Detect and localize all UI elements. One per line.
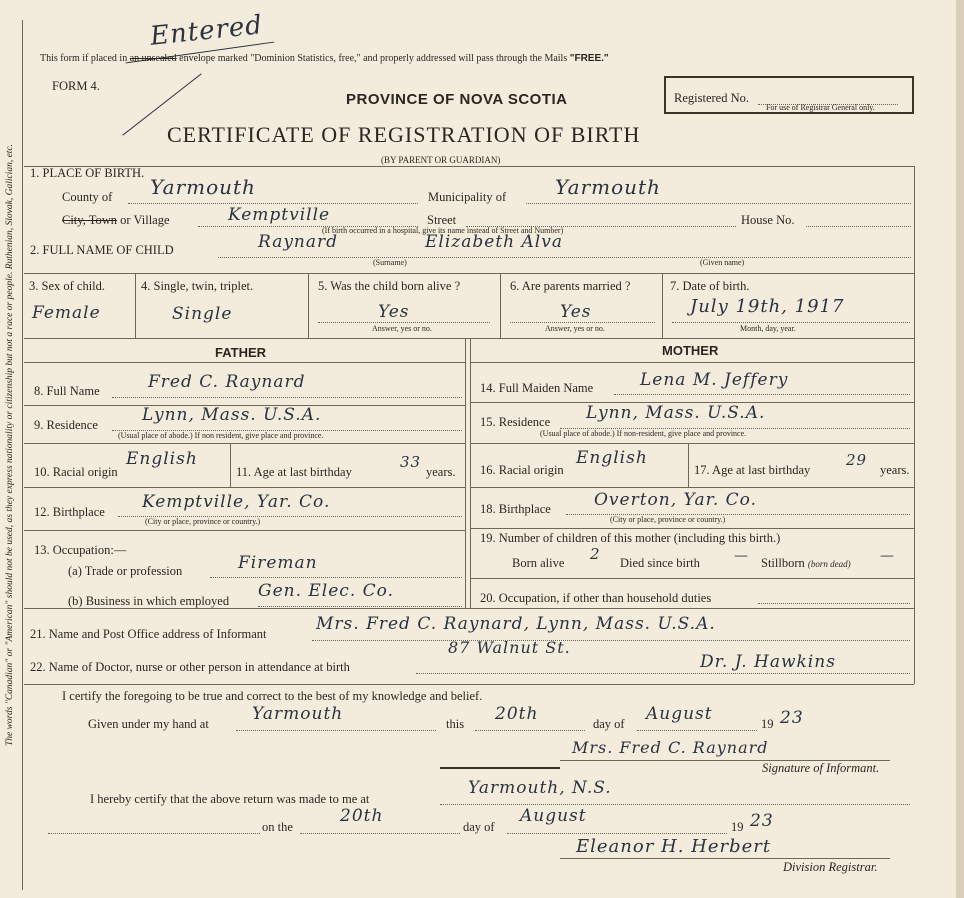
father-age-label: 11. Age at last birthday	[236, 465, 352, 479]
father-age-value: 33	[400, 453, 422, 471]
father-trade-value: Fireman	[238, 553, 318, 573]
mother-occupation-label: 20. Occupation, if other than household duties	[480, 591, 712, 605]
born-alive-value: Yes	[378, 302, 410, 322]
mother-age-label: 17. Age at last birthday	[694, 463, 811, 477]
entered-stamp: Entered	[148, 10, 265, 52]
mother-heading: MOTHER	[662, 343, 719, 358]
sidebar-note: The words "Canadian" or "American" should not be used, as they express nationality or citizenship but not a race or people. Ruthenian, Slovak, Galician, etc.	[5, 143, 15, 747]
registrar-month-value: August	[520, 806, 587, 826]
city-town-struck: City, Town	[62, 213, 118, 227]
or-village-label: or Village	[120, 213, 170, 227]
village-value: Kemptville	[228, 205, 331, 225]
mother-birthplace-value: Overton, Yar. Co.	[594, 490, 758, 510]
mother-residence-label: 15. Residence	[480, 415, 551, 429]
house-label: House No.	[741, 213, 795, 227]
married-label: 6. Are parents married ?	[510, 279, 631, 293]
informant-signature: Mrs. Fred C. Raynard	[572, 738, 769, 757]
certify-text: I certify the foregoing to be true and correct to the best of my knowledge and belief.	[62, 689, 483, 703]
surname-note: (Surname)	[373, 258, 407, 267]
province-heading: PROVINCE OF NOVA SCOTIA	[346, 91, 568, 108]
place-heading: 1. PLACE OF BIRTH.	[30, 166, 145, 180]
registered-note: For use of Registrar General only.	[766, 103, 875, 112]
sex-label: 3. Sex of child.	[29, 279, 106, 293]
father-residence-note: (Usual place of abode.) If non resident, give place and province.	[118, 431, 324, 440]
born-alive-count-label: Born alive	[512, 556, 565, 570]
father-birthplace-value: Kemptville, Yar. Co.	[142, 492, 331, 512]
married-value: Yes	[560, 302, 592, 322]
mail-note-pre: This form if placed in	[40, 53, 128, 64]
birth-date-value: July 19th, 1917	[690, 296, 845, 317]
registrar-year-value: 23	[750, 811, 774, 831]
mother-race-value: English	[576, 448, 648, 468]
mother-age-value: 29	[846, 451, 868, 469]
died-label: Died since birth	[620, 556, 700, 570]
plurality-value: Single	[172, 304, 233, 324]
given-under-label: Given under my hand at	[88, 717, 209, 731]
registered-box	[664, 76, 914, 114]
father-name-label: 8. Full Name	[34, 384, 100, 398]
certify-month-value: August	[646, 704, 713, 724]
married-note: Answer, yes or no.	[545, 324, 605, 333]
given-note: (Given name)	[700, 258, 745, 267]
county-value: Yarmouth	[150, 175, 256, 199]
child-given-names: Elizabeth Alva	[425, 232, 563, 252]
informant-signature-label: Signature of Informant.	[762, 761, 880, 775]
county-label: County of	[62, 190, 113, 204]
stillborn-value: —	[880, 548, 895, 564]
sidebar-divider	[22, 20, 23, 890]
registrar-signature-label: Division Registrar.	[783, 860, 878, 874]
registrar-day-value: 20th	[340, 806, 384, 826]
mother-birthplace-note: (City or place, province or country.)	[610, 515, 726, 524]
municipality-label: Municipality of	[428, 190, 507, 204]
on-the-label: on the	[262, 820, 293, 834]
stillborn-text: Stillborn	[761, 556, 805, 570]
father-name-value: Fred C. Raynard	[148, 372, 306, 392]
mail-note-struck: an unsealed	[129, 53, 177, 64]
registered-label: Registered No.	[674, 91, 749, 105]
municipality-value: Yarmouth	[555, 175, 661, 199]
stillborn-label	[761, 556, 851, 571]
doctor-label: 22. Name of Doctor, nurse or other person in attendance at birth	[30, 660, 350, 674]
father-race-label: 10. Racial origin	[34, 465, 118, 479]
mother-birthplace-label: 18. Birthplace	[480, 502, 551, 516]
father-business-value: Gen. Elec. Co.	[258, 581, 394, 601]
child-name-label: 2. FULL NAME OF CHILD	[30, 243, 174, 257]
certify-year-prefix: 19	[761, 717, 774, 731]
given-place-value: Yarmouth	[252, 704, 344, 724]
stillborn-note: (born dead)	[807, 559, 851, 569]
mother-name-label: 14. Full Maiden Name	[480, 381, 594, 395]
birth-date-label: 7. Date of birth.	[670, 279, 750, 293]
father-years: years.	[426, 465, 456, 479]
born-alive-label: 5. Was the child born alive ?	[318, 279, 461, 293]
father-occupation-label: 13. Occupation:—	[34, 543, 127, 557]
informant-value: Mrs. Fred C. Raynard, Lynn, Mass. U.S.A.	[316, 614, 716, 634]
hospital-note: (If birth occurred in a hospital, give its name instead of Street and Number)	[322, 226, 564, 235]
father-race-value: English	[126, 449, 198, 469]
died-value: —	[734, 548, 749, 564]
mail-note	[40, 53, 609, 64]
registrar-place-value: Yarmouth, N.S.	[468, 778, 612, 798]
certify-day-value: 20th	[495, 704, 539, 724]
father-birthplace-label: 12. Birthplace	[34, 505, 105, 519]
registrar-day-label: day of	[463, 820, 495, 834]
informant-label: 21. Name and Post Office address of Informant	[30, 627, 267, 641]
born-alive-note: Answer, yes or no.	[372, 324, 432, 333]
father-birthplace-note: (City or place, province or country.)	[145, 517, 261, 526]
doctor-value: Dr. J. Hawkins	[700, 652, 836, 672]
certificate-subtitle: (BY PARENT OR GUARDIAN)	[381, 155, 501, 165]
born-alive-count: 2	[590, 545, 601, 563]
father-residence-value: Lynn, Mass. U.S.A.	[142, 405, 322, 425]
mail-note-free: "FREE."	[569, 53, 609, 64]
father-trade-label: (a) Trade or profession	[68, 564, 183, 578]
mother-children-label: 19. Number of children of this mother (including this birth.)	[480, 531, 781, 545]
father-residence-label: 9. Residence	[34, 418, 98, 432]
mother-years: years.	[880, 463, 910, 477]
sex-value: Female	[32, 303, 101, 323]
mother-residence-note: (Usual place of abode.) If non-resident, give place and province.	[540, 429, 747, 438]
this-label: this	[446, 717, 465, 731]
plurality-label: 4. Single, twin, triplet.	[141, 279, 254, 293]
mother-name-value: Lena M. Jeffery	[640, 370, 789, 390]
certificate-title: CERTIFICATE OF REGISTRATION OF BIRTH	[167, 122, 641, 147]
certify-year-value: 23	[780, 708, 804, 728]
registrar-signature: Eleanor H. Herbert	[576, 836, 772, 857]
registrar-year-prefix: 19	[731, 820, 744, 834]
birth-date-note: Month, day, year.	[740, 324, 796, 333]
mail-note-post: envelope marked "Dominion Statistics, free," and properly addressed will pass through the Mails	[179, 53, 568, 64]
mother-residence-value: Lynn, Mass. U.S.A.	[586, 403, 766, 423]
village-label	[62, 213, 170, 228]
informant-street: 87 Walnut St.	[448, 638, 571, 657]
father-business-label: (b) Business in which employed	[68, 594, 230, 608]
form-number: FORM 4.	[52, 79, 100, 93]
father-heading: FATHER	[215, 345, 267, 360]
street-label: Street	[427, 213, 457, 227]
mother-race-label: 16. Racial origin	[480, 463, 564, 477]
child-surname: Raynard	[258, 232, 339, 252]
certify-day-label: day of	[593, 717, 625, 731]
registrar-text: I hereby certify that the above return was made to me at	[90, 792, 370, 806]
